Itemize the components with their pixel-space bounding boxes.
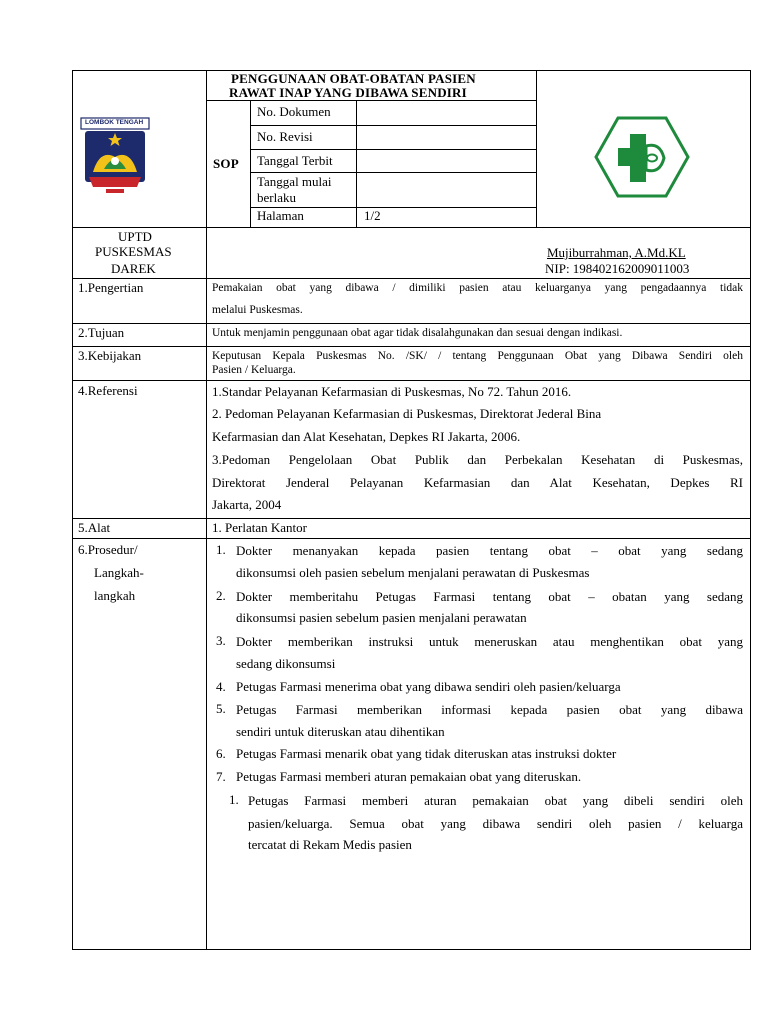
step-text: Petugas Farmasi menarik obat yang tidak diteruskan atas instruksi dokter [236,746,617,761]
border-bottom [72,949,751,950]
border-left [72,70,73,950]
referensi-item-2a: 2. Pedoman Pelayanan Kefarmasian di Puskesmas, Direktorat Jederal Bina [212,406,602,421]
signer-name: Mujiburrahman, A.Md.KL [547,245,686,260]
step-text-cont: sedang dikonsumsi [236,656,336,671]
step-number: 6. [216,746,226,761]
step-text-cont: sendiri untuk diteruskan atau dihentikan [236,724,445,739]
step-text: Dokter menanyakan kepada pasien tentang obat – obat yang sedang [236,543,743,558]
step-text: Dokter memberikan instruksi untuk meneruskan atau menghentikan obat yang [236,634,743,649]
lombok-tengah-logo [80,117,150,196]
field-label-halaman: Halaman [257,208,304,223]
pengertian-text-line2: melalui Puskesmas. [212,304,303,316]
substep-text-cont: tercatat di Rekam Medis pasien [248,837,412,852]
pengertian-text-line1: Pemakaian obat yang dibawa / dimiliki pasien atau keluarganya yang pengadaannya tidak [212,282,743,294]
row-line [72,538,751,539]
row-line [72,518,751,519]
unit-line3: DAREK [111,261,156,276]
label-alat: 5.Alat [78,520,111,535]
referensi-item-2b: Kefarmasian dan Alat Kesehatan, Depkes RI Jakarta, 2006. [212,429,521,444]
referensi-item-3c: Jakarta, 2004 [212,497,282,512]
substep-text-cont: pasien/keluarga. Semua obat yang dibawa sendiri oleh pasien / keluarga [248,816,743,831]
unit-line2: PUSKESMAS [95,244,172,259]
border-right [750,70,751,950]
label-tujuan: 2.Tujuan [78,325,125,340]
doc-title-line1: PENGGUNAAN OBAT-OBATAN PASIEN [231,71,476,86]
step-number: 3. [216,633,226,648]
step-number: 1. [216,542,226,557]
field-row-line [250,172,537,173]
label-pengertian: 1.Pengertian [78,280,144,295]
field-label-no-dokumen: No. Dokumen [257,104,331,119]
step-number: 7. [216,769,226,784]
row-line [72,278,751,279]
title-underline [206,100,537,101]
row-line [72,380,751,381]
col-divider-label [206,70,207,950]
step-number: 5. [216,701,226,716]
logo-label: LOMBOK TENGAH [85,119,144,126]
label-langkah: Langkah- [94,565,144,580]
step-number: 2. [216,588,226,603]
referensi-item-3b: Direktorat Jenderal Pelayanan Kefarmasian dan Alat Kesehatan, Depkes RI [212,475,743,490]
field-label-tanggal-terbit: Tanggal Terbit [257,153,333,168]
label-kebijakan: 3.Kebijakan [78,348,142,363]
signer-nip: NIP: 198402162009011003 [545,261,690,276]
step-number: 4. [216,679,226,694]
unit-line1: UPTD [118,229,152,244]
label-prosedur: 6.Prosedur/ [78,542,138,557]
field-label-tanggal-mulai: Tanggal mulai [257,174,332,189]
puskesmas-logo [594,116,690,198]
row-line [72,323,751,324]
step-text: Petugas Farmasi memberikan informasi kepada pasien obat yang dibawa [236,702,743,717]
label-referensi: 4.Referensi [78,383,138,398]
step-text: Petugas Farmasi menerima obat yang dibawa sendiri oleh pasien/keluarga [236,679,621,694]
alat-item-1: 1. Perlatan Kantor [212,520,307,535]
puskesmas-emblem-icon [594,116,690,198]
row-line [72,346,751,347]
sop-label: SOP [213,156,239,171]
referensi-item-1: 1.Standar Pelayanan Kefarmasian di Puskesmas, No 72. Tahun 2016. [212,384,572,399]
substep-number: 1. [229,792,239,807]
doc-title-line2: RAWAT INAP YANG DIBAWA SENDIRI [229,85,467,100]
step-text-cont: dikonsumsi oleh pasien sebelum menjalani perawatan di Puskesmas [236,565,590,580]
substep-text: Petugas Farmasi memberi aturan pemakaian obat yang dibeli sendiri oleh [248,793,743,808]
kebijakan-text-line1: Keputusan Kepala Puskesmas No. /SK/ / tentang Penggunaan Obat yang Dibawa Sendiri oleh [212,350,743,362]
step-text: Dokter memberitahu Petugas Farmasi tentang obat – obatan yang sedang [236,589,743,604]
header-bottom-line [72,227,751,228]
field-value-halaman: 1/2 [364,208,381,223]
step-text-cont: dikonsumsi pasien sebelum pasien menjalani perawatan [236,610,527,625]
field-label-berlaku: berlaku [257,190,296,205]
crest-emblem-icon [80,117,150,196]
field-label-no-revisi: No. Revisi [257,129,313,144]
referensi-item-3a: 3.Pedoman Pengelolaan Obat Publik dan Perbekalan Kesehatan di Puskesmas, [212,452,743,467]
label-langkah-2: langkah [94,588,136,603]
field-row-line [250,125,537,126]
field-row-line [250,149,537,150]
kebijakan-text-line2: Pasien / Keluarga. [212,364,296,376]
tujuan-text: Untuk menjamin penggunaan obat agar tidak disalahgunakan dan sesuai dengan indikasi. [212,327,623,339]
step-text: Petugas Farmasi memberi aturan pemakaian obat yang diteruskan. [236,769,582,784]
